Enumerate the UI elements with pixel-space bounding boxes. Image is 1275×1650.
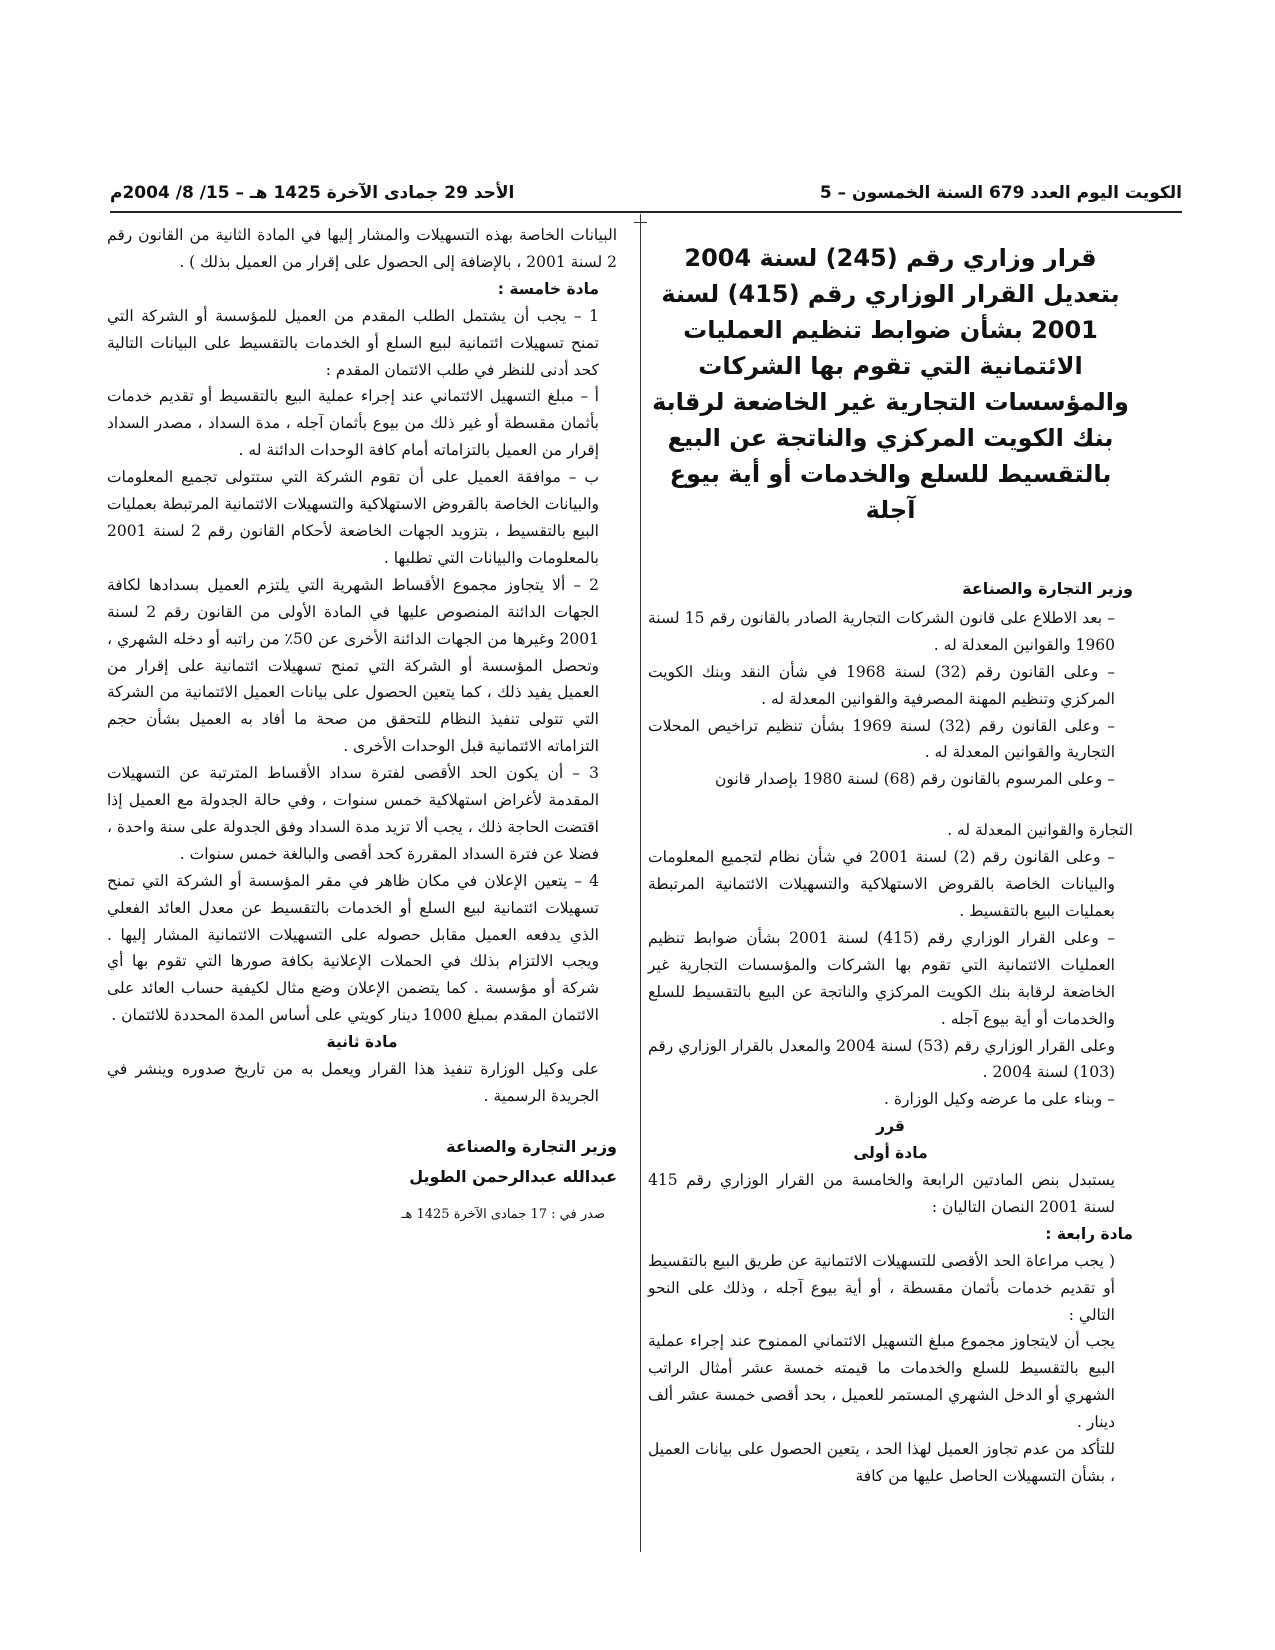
article-five-heading: مادة خامسة : (497, 279, 599, 298)
preamble-paragraph: وعلى القرار الوزاري رقم (53) لسنة 2004 والمعدل بالقرار الوزاري رقم (103) لسنة 2004 . (648, 1036, 1115, 1082)
left-column (107, 222, 617, 1229)
decree-title: قرار وزاري رقم (245) لسنة 2004 بتعديل القرار الوزاري رقم (415) لسنة 2001 بشأن ضوابط تنظيم العمليات الائتمانية التي تقوم بها الشركات والمؤسسات التجارية غير الخاضعة لرقابة بنك الكويت المركزي والناتجة عن البيع بالتقسيط للسلع والخدمات أو أية بيوع آجلة (652, 244, 1129, 524)
page-header (110, 183, 1182, 209)
header-issue-info: الكويت اليوم العدد 679 السنة الخمسون – 5 (819, 183, 1182, 203)
article-two-text: على وكيل الوزارة تنفيذ هذا القرار ويعمل به من تاريخ صدوره وينشر في الجريدة الرسمية . (107, 1060, 599, 1105)
header-rule (110, 211, 1182, 213)
article-one-text: يستبدل بنص المادتين الرابعة والخامسة من القرار الوزاري رقم 415 لسنة 2001 النصان التاليان : (648, 1171, 1115, 1216)
article-five-paragraph: أ – مبلغ التسهيل الائتماني عند إجراء عملية البيع بالتقسيط أو تقديم خدمات بأثمان مقسطة أو غير ذلك من بيوع بأثمان آجله ، مدة السداد ، مصدر السداد إقرار من العميل بالتزاماته أمام كافة الوحدات الدائنة له . (107, 387, 599, 460)
article-five-paragraph: ب – موافقة العميل على أن تقوم الشركة التي ستتولى تجميع المعلومات والبيانات الخاصة بالقروض الاستهلاكية والتسهيلات الائتمانية المرتبطة بعمليات البيع بالتقسيط ، بتزويد الجهات الخاضعة لأحكام القانون رقم 2 لسنة 2001 بالمعلومات والبيانات التي تطلبها . (107, 468, 599, 567)
article-two-heading: مادة ثانية (326, 1033, 398, 1052)
preamble-paragraph: التجارة والقوانين المعدلة له . (947, 821, 1133, 840)
article-five-paragraph: 2 – ألا يتجاوز مجموع الأقساط الشهرية التي يلتزم العميل بسدادها لكافة الجهات الدائنة المنصوص عليها في المادة الأولى من القانون رقم 2 لسنة 2001 وغيرها من الجهات الدائنة الأخرى عن 50٪ من راتبه أو دخله الشهري ، وتحصل المؤسسة أو الشركة التي تمنح تسهيلات ائتمانية على إقرار من العميل يفيد ذلك ، كما يتعين الحصول على بيانات العميل الائتمانية من الشركة التي تتولى تنفيذ النظام للتحقق من صحة ما أفاد به العميل بشأن حجم التزاماته الائتمانية قبل الوحدات الأخرى . (107, 575, 600, 756)
signature-name: عبدالله عبدالرحمن الطويل (409, 1166, 617, 1186)
preamble-paragraph: – وعلى القرار الوزاري رقم (415) لسنة 2001 بشأن ضوابط تنظيم العمليات الائتمانية التي تقوم بها الشركات والمؤسسات التجارية غير الخاضعة لرقابة بنك الكويت المركزي والناتجة عن البيع بالتقسيط للسلع والخدمات أو أية بيوع آجله . (648, 928, 1115, 1028)
article-five-paragraph: 4 – يتعين الإعلان في مكان ظاهر في مقر المؤسسة أو الشركة التي تمنح تسهيلات ائتمانية لبيع السلع أو الخدمات بالتقسيط عن معدل العائد الفعلي الذي يدفعه العميل مقابل حصوله على التسهيلات الائتمانية المشار إليها . ويجب الالتزام بذلك في الحملات الإعلانية بكافة صورها التي تقوم بها أي شركة أو مؤسسة . كما يتضمن الإعلان وضع مثال لكيفية حساب العائد على الائتمان المقدم بمبلغ 1000 دينار كويتي على أساس المدة المحددة للائتمان . (107, 871, 599, 1025)
article-five-paragraph: 1 – يجب أن يشتمل الطلب المقدم من العميل للمؤسسة أو الشركة التي تمنح تسهيلات ائتمانية لبيع السلع أو الخدمات بالتقسيط على البيانات التالية كحد أدنى للنظر في طلب الائتمان المقدم : (107, 306, 599, 379)
header-date: الأحد 29 جمادى الآخرة 1425 هـ – 15/ 8/ 2004م (110, 183, 515, 203)
preamble-paragraph: – وعلى المرسوم بالقانون رقم (68) لسنة 1980 بإصدار قانون (714, 770, 1115, 789)
preamble-paragraph: – وعلى القانون رقم (32) لسنة 1969 بشأن تنظيم تراخيص المحلات التجارية والقوانين المعدلة له . (648, 716, 1115, 762)
column-divider (640, 222, 641, 1552)
decided-heading: قرر (876, 1117, 905, 1136)
article-four-paragraph: يجب أن لايتجاوز مجموع مبلغ التسهيل الائتماني الممنوح عند إجراء عملية البيع بالتقسيط للسلع والخدمات ما قيمته خمسة عشر أمثال الراتب الشهري أو الدخل الشهري المستمر للعميل ، بحد أقصى خمسة عشر ألف دينار . (648, 1332, 1115, 1432)
issued-date: صدر في : 17 جمادى الآخرة 1425 هـ (401, 1206, 605, 1222)
article-four-heading: مادة رابعة : (1045, 1224, 1133, 1243)
minister-heading: وزير التجارة والصناعة (962, 579, 1133, 598)
article-five-paragraph: 3 – أن يكون الحد الأقصى لفترة سداد الأقساط المترتبة عن التسهيلات المقدمة لأغراض استهلاكية خمس سنوات ، وفي حالة الجدولة مع العميل إذا اقتضت الحاجة ذلك ، يجب ألا تزيد مدة السداد وفق الجدولة على سنة واحدة ، فضلا عن فترة السداد المقررة كحد أقصى والبالغة خمس سنوات . (107, 764, 599, 863)
right-column (648, 222, 1133, 1490)
signature-title: وزير التجارة والصناعة (446, 1136, 617, 1156)
preamble-paragraph: – وعلى القانون رقم (32) لسنة 1968 في شأن النقد وبنك الكويت المركزي وتنظيم المهنة المصرفية والقوانين المعدلة له . (648, 662, 1115, 708)
preamble-paragraph: – وعلى القانون رقم (2) لسنة 2001 في شأن نظام لتجميع المعلومات والبيانات الخاصة بالقروض الاستهلاكية والتسهيلات الائتمانية المرتبطة بعمليات البيع بالتقسيط . (648, 848, 1116, 920)
preamble-paragraph: – وبناء على ما عرضه وكيل الوزارة . (884, 1090, 1115, 1109)
preamble-paragraph: – بعد الاطلاع على قانون الشركات التجارية الصادر بالقانون رقم 15 لسنة 1960 والقوانين المعدلة له . (648, 608, 1115, 654)
article-one-heading: مادة أولى (853, 1144, 928, 1163)
continued-paragraph: البيانات الخاصة بهذه التسهيلات والمشار إليها في المادة الثانية من القانون رقم 2 لسنة 2001 ، بالإضافة إلى الحصول على إقرار من العميل بذلك ) . (107, 226, 617, 271)
article-four-paragraph: للتأكد من عدم تجاوز العميل لهذا الحد ، يتعين الحصول على بيانات العميل ، بشأن التسهيلات الحاصل عليها من كافة (648, 1440, 1115, 1485)
article-four-paragraph: ( يجب مراعاة الحد الأقصى للتسهيلات الائتمانية عن طريق البيع بالتقسيط أو تقديم خدمات بأثمان مقسطة ، أو أية بيوع آجله ، وذلك على النحو التالي : (648, 1251, 1115, 1324)
